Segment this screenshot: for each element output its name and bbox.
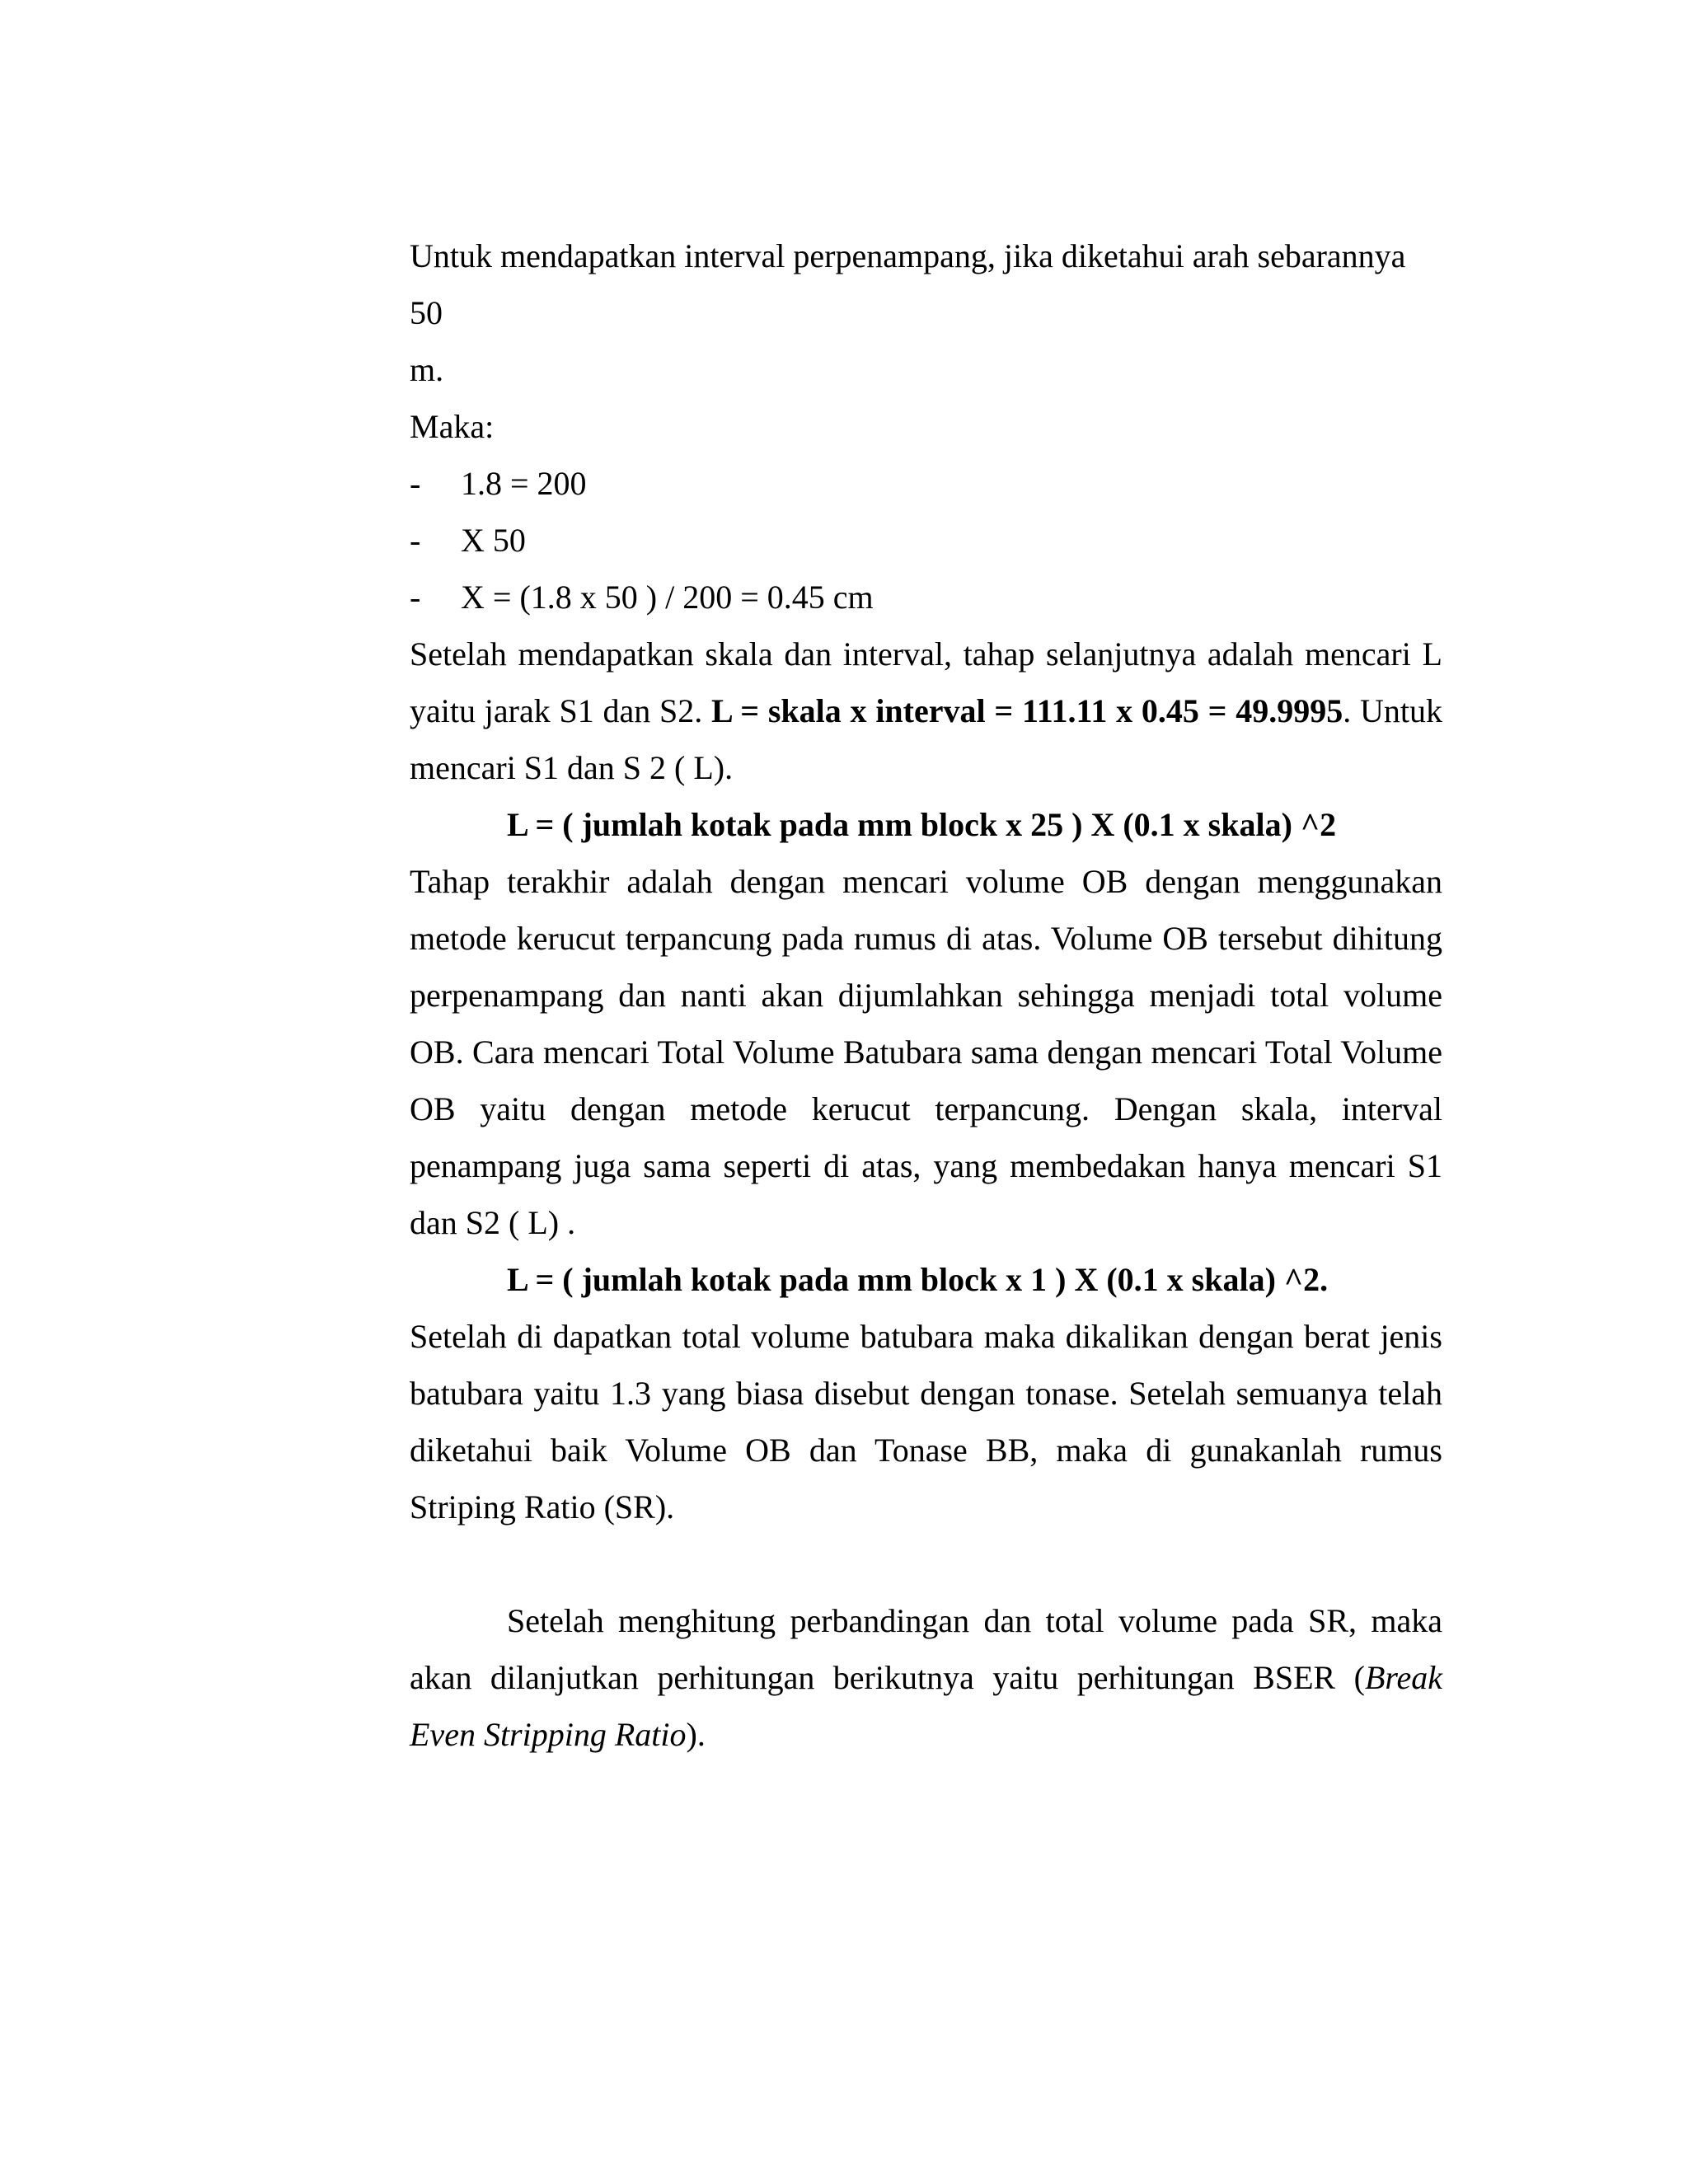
bullet-dash: - bbox=[410, 465, 421, 502]
bullet-dash: - bbox=[410, 579, 421, 616]
paragraph-text: Setelah menghitung perbandingan dan total volume pada SR, maka akan dilanjutkan perhitungan berikutnya yaitu perhitungan BSER ( bbox=[410, 1602, 1442, 1696]
formula-ob: L = ( jumlah kotak pada mm block x 25 ) X (0.1 x skala) ^2 bbox=[507, 806, 1337, 843]
document-body bbox=[410, 227, 1442, 1763]
italic-term: Break Even Stripping Ratio bbox=[410, 1659, 1442, 1753]
list-item bbox=[410, 512, 1442, 569]
paragraph-gap bbox=[410, 1535, 1442, 1592]
paragraph-volume-ob: Tahap terakhir adalah dengan mencari volume OB dengan menggunakan metode kerucut terpancung pada rumus di atas. Volume OB tersebut dihitung perpenampang dan nanti akan dijumlahkan sehingga menjadi total volume OB. Cara mencari Total Volume Batubara sama dengan mencari Total Volume OB yaitu dengan metode kerucut terpancung. Dengan skala, interval penampang juga sama seperti di atas, yang membedakan hanya mencari S1 dan S2 ( L) . bbox=[410, 863, 1442, 1241]
paragraph-scale-interval bbox=[410, 626, 1442, 796]
paragraph-text: Setelah mendapatkan skala dan interval, tahap selanjutnya adalah mencari L yaitu jarak S1 dan S2. bbox=[410, 635, 1442, 729]
bullet-dash: - bbox=[410, 522, 421, 559]
paragraph-bser bbox=[410, 1592, 1442, 1763]
maka-label: Maka: bbox=[410, 408, 495, 445]
list-item bbox=[410, 455, 1442, 512]
list-item-text: 1.8 = 200 bbox=[461, 465, 587, 502]
list-item bbox=[410, 569, 1442, 626]
list-item-text: X 50 bbox=[461, 522, 526, 559]
formula-coal: L = ( jumlah kotak pada mm block x 1 ) X (0.1 x skala) ^2. bbox=[507, 1261, 1329, 1298]
paragraph-text: ). bbox=[686, 1716, 706, 1753]
bold-formula-inline: L = skala x interval = 111.11 x 0.45 = 49.9995 bbox=[711, 692, 1343, 729]
list-item-text: X = (1.8 x 50 ) / 200 = 0.45 cm bbox=[461, 579, 874, 616]
paragraph-tonnage: Setelah di dapatkan total volume batubara maka dikalikan dengan berat jenis batubara yaitu 1.3 yang biasa disebut dengan tonase. Setelah semuanya telah diketahui baik Volume OB dan Tonase BB, maka di gunakanlah rumus Striping Ratio (SR). bbox=[410, 1318, 1442, 1526]
paragraph-text: . Untuk mencari S1 dan S 2 ( L). bbox=[410, 692, 1442, 786]
intro-line-1: Untuk mendapatkan interval perpenampang, jika diketahui arah sebarannya 50 bbox=[410, 237, 1406, 331]
intro-line-2: m. bbox=[410, 351, 444, 388]
